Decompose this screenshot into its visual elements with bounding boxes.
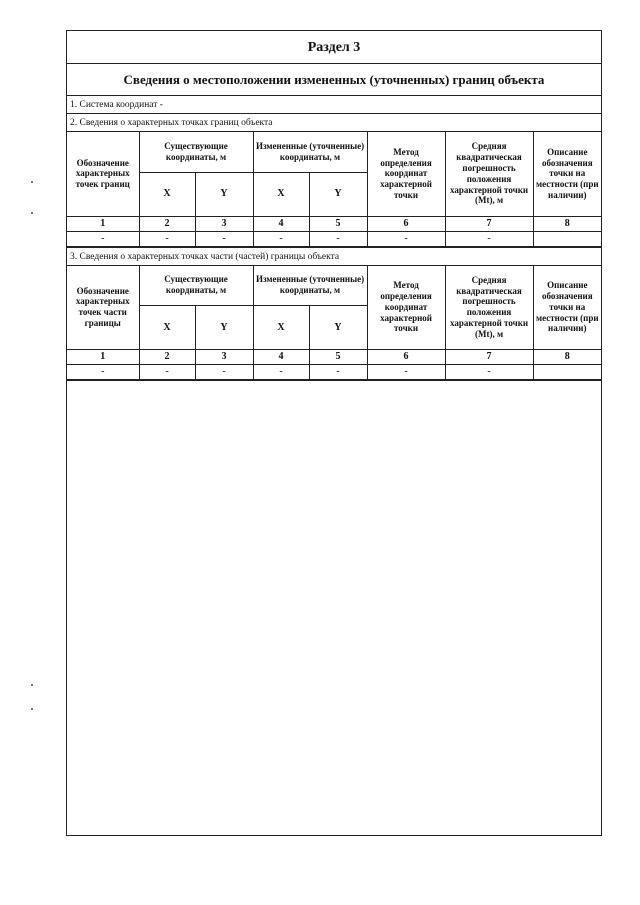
header-mean-error: Средняя квадратическая погрешность положения характерной точки (Mt), м bbox=[445, 132, 533, 216]
table-cell: - bbox=[367, 365, 445, 380]
table-cell: - bbox=[367, 231, 445, 246]
table-cell: - bbox=[309, 365, 367, 380]
table-cell: - bbox=[445, 365, 533, 380]
column-index: 7 bbox=[445, 350, 533, 365]
column-index: 5 bbox=[309, 350, 367, 365]
column-index: 3 bbox=[195, 216, 253, 231]
section-subtitle: Сведения о местоположении измененных (уточненных) границ объекта bbox=[67, 64, 601, 96]
column-index: 3 bbox=[195, 350, 253, 365]
column-index: 5 bbox=[309, 216, 367, 231]
table-cell: - bbox=[139, 365, 195, 380]
column-index: 6 bbox=[367, 350, 445, 365]
header-mean-error: Средняя квадратическая погрешность положения характерной точки (Mt), м bbox=[445, 266, 533, 350]
header-existing-y: Y bbox=[195, 172, 253, 216]
column-index: 2 bbox=[139, 216, 195, 231]
table1-caption: 2. Сведения о характерных точках границ объекта bbox=[67, 114, 601, 132]
column-index: 1 bbox=[67, 350, 139, 365]
column-index: 6 bbox=[367, 216, 445, 231]
header-method: Метод определения координат характерной точки bbox=[367, 266, 445, 350]
form-frame bbox=[66, 30, 602, 836]
table-cell: - bbox=[445, 231, 533, 246]
table-cell: - bbox=[195, 365, 253, 380]
column-index: 7 bbox=[445, 216, 533, 231]
header-description: Описание обозначения точки на местности (при наличии) bbox=[533, 266, 601, 350]
table-row bbox=[67, 231, 601, 246]
column-index: 2 bbox=[139, 350, 195, 365]
header-existing-x: X bbox=[139, 172, 195, 216]
header-existing-y: Y bbox=[195, 306, 253, 350]
table-cell: - bbox=[139, 231, 195, 246]
header-changed-x: X bbox=[253, 306, 309, 350]
column-index: 1 bbox=[67, 216, 139, 231]
header-changed-y: Y bbox=[309, 306, 367, 350]
table1 bbox=[67, 132, 601, 247]
header-designation: Обозначение характерных точек границ bbox=[67, 132, 139, 216]
scan-mark bbox=[31, 708, 33, 710]
header-changed-coordinates: Измененные (уточненные) координаты, м bbox=[253, 266, 367, 306]
column-index: 8 bbox=[533, 216, 601, 231]
header-existing-coordinates: Существующие координаты, м bbox=[139, 132, 253, 172]
scan-mark bbox=[31, 212, 33, 214]
column-index: 4 bbox=[253, 350, 309, 365]
header-description: Описание обозначения точки на местности (при наличии) bbox=[533, 132, 601, 216]
table-cell: - bbox=[253, 365, 309, 380]
table-cell: - bbox=[67, 231, 139, 246]
section-title: Раздел 3 bbox=[67, 31, 601, 64]
column-index: 4 bbox=[253, 216, 309, 231]
header-changed-coordinates: Измененные (уточненные) координаты, м bbox=[253, 132, 367, 172]
table-row bbox=[67, 365, 601, 380]
header-existing-coordinates: Существующие координаты, м bbox=[139, 266, 253, 306]
table-cell: - bbox=[67, 365, 139, 380]
table-cell: - bbox=[253, 231, 309, 246]
table1-wrapper bbox=[67, 132, 601, 248]
table-cell: - bbox=[195, 231, 253, 246]
table-cell: - bbox=[309, 231, 367, 246]
header-designation: Обозначение характерных точек части границы bbox=[67, 266, 139, 350]
scan-mark bbox=[31, 181, 33, 183]
table2-wrapper bbox=[67, 266, 601, 382]
header-method: Метод определения координат характерной точки bbox=[367, 132, 445, 216]
table2-caption: 3. Сведения о характерных точках части (частей) границы объекта bbox=[67, 248, 601, 266]
header-existing-x: X bbox=[139, 306, 195, 350]
table2 bbox=[67, 266, 601, 381]
coordinate-system-line: 1. Система координат - bbox=[67, 96, 601, 114]
table-cell bbox=[533, 365, 601, 380]
table-cell bbox=[533, 231, 601, 246]
header-changed-y: Y bbox=[309, 172, 367, 216]
scan-mark bbox=[31, 684, 33, 686]
header-changed-x: X bbox=[253, 172, 309, 216]
column-index: 8 bbox=[533, 350, 601, 365]
